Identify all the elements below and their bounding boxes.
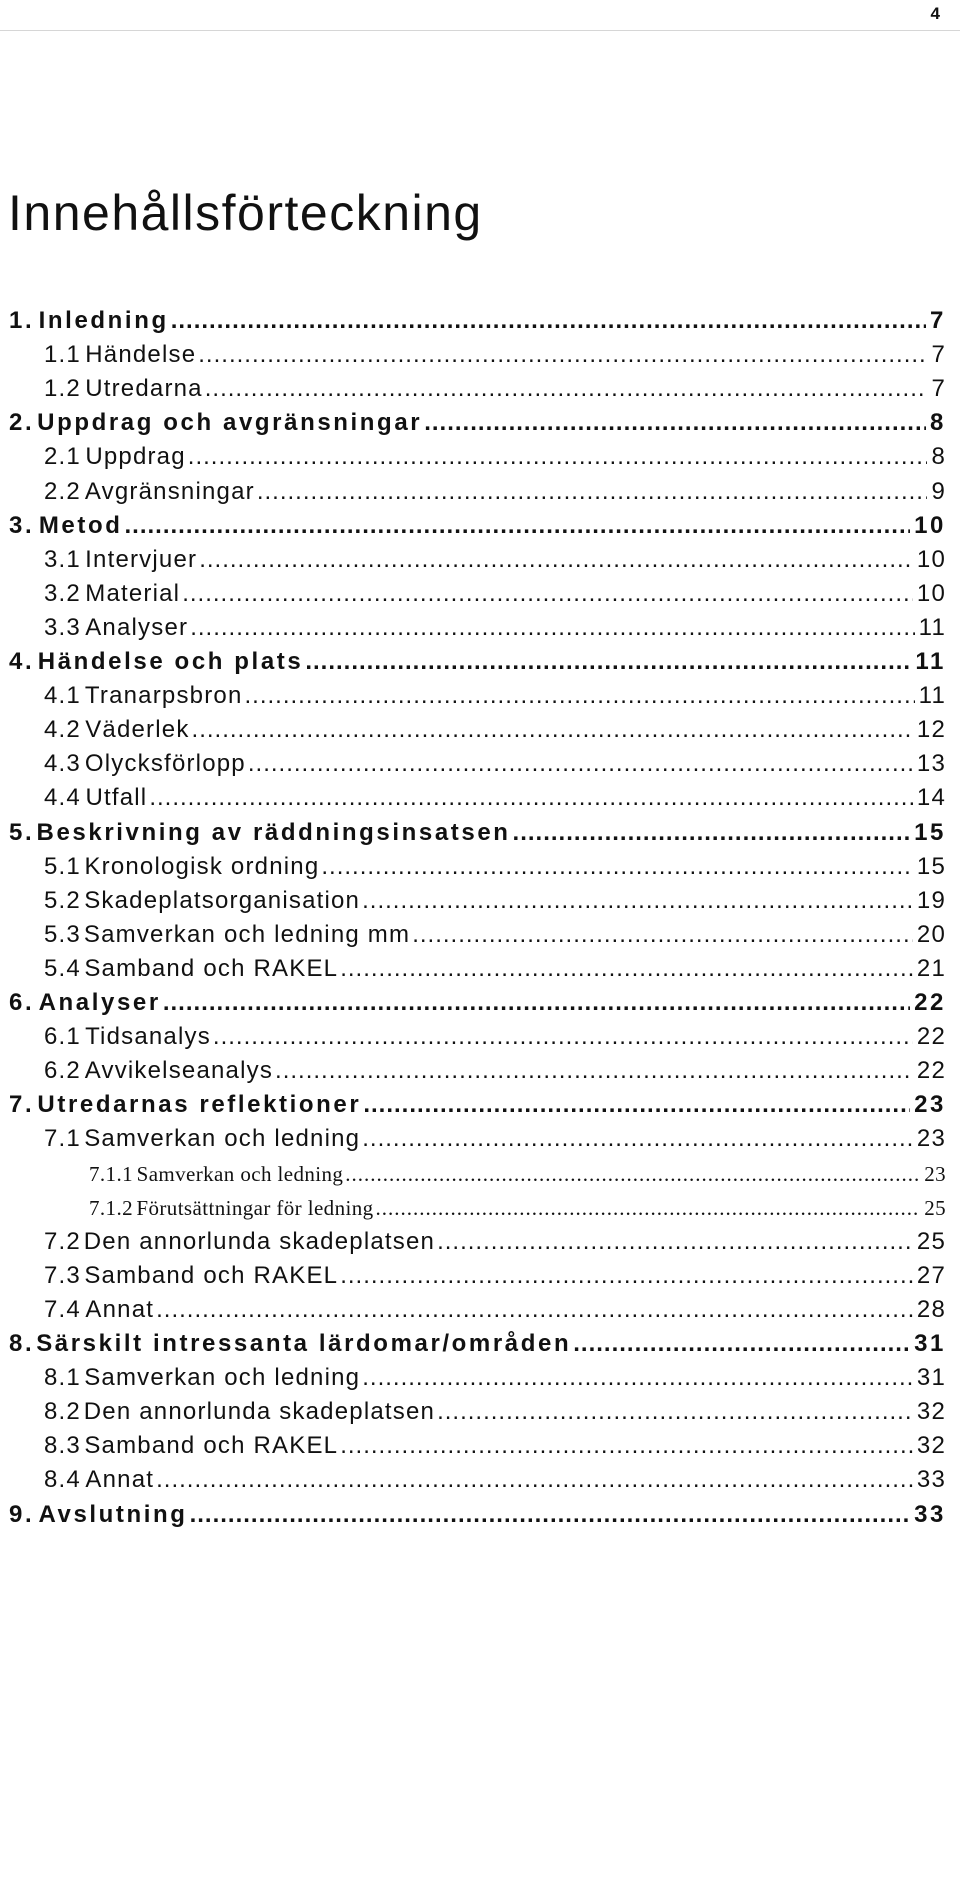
- toc-entry-title: Samverkan och ledning: [84, 1125, 361, 1153]
- toc-entry-number: 6.: [9, 989, 35, 1016]
- toc-entry-page: 14: [916, 784, 946, 812]
- toc-entry-page: 21: [916, 954, 946, 982]
- toc-entry-page: 7: [931, 375, 946, 403]
- toc-entry-page: 31: [916, 1364, 946, 1392]
- toc-entry-number: 1.2: [44, 375, 81, 403]
- toc-entry-number: 7.4: [44, 1295, 81, 1323]
- toc-entry-number: 5.: [9, 818, 35, 846]
- toc-entry-title: Tranarpsbron: [84, 682, 243, 710]
- toc-entry-page: 22: [916, 1023, 946, 1051]
- toc-entry-title: Samverkan och ledning mm: [83, 920, 411, 948]
- toc-entry-number: 8.3: [44, 1432, 81, 1460]
- toc-entry-page: 13: [916, 750, 946, 778]
- toc-entry-title: Annat: [85, 1466, 155, 1494]
- toc-entry-number: 5.3: [44, 920, 81, 948]
- toc-entry-page: 32: [916, 1398, 946, 1426]
- toc-entry-title: Skadeplatsorganisation: [84, 886, 361, 914]
- toc-entry-title: Material: [85, 579, 181, 607]
- toc-entry-number: 7.1.1: [89, 1161, 133, 1186]
- toc-entry-page: 23: [914, 1091, 946, 1119]
- toc-entry-number: 3.1: [44, 545, 81, 573]
- toc-entry-title: Samband och RAKEL: [84, 954, 339, 982]
- toc-entry-title: Den annorlunda skadeplatsen: [83, 1227, 436, 1255]
- toc-entry-number: 4.1: [44, 682, 81, 710]
- toc-entry-number: 7.2: [44, 1227, 81, 1255]
- toc-entry-title: Annat: [85, 1295, 155, 1323]
- toc-entry-title: Inledning: [38, 307, 169, 334]
- toc-entry-page: 19: [916, 886, 946, 914]
- toc-entry-page: 8: [931, 443, 946, 471]
- toc-entry-number: 8.: [9, 1330, 35, 1357]
- toc-entry-number: 4.4: [44, 784, 81, 812]
- toc-entry-title: Väderlek: [85, 716, 190, 744]
- toc-entry-page: 11: [918, 682, 946, 710]
- toc-entry-title: Särskilt intressanta lärdomar/områden: [36, 1330, 572, 1357]
- toc-entry-page: 10: [916, 545, 946, 573]
- toc-entry-page: 20: [916, 920, 946, 948]
- toc-entry-title: Den annorlunda skadeplatsen: [83, 1398, 436, 1426]
- toc-entry-number: 3.2: [44, 579, 81, 607]
- toc-entry-page: 25: [916, 1227, 946, 1255]
- toc-entry-page: 10: [916, 579, 946, 607]
- toc-entry-number: 7.: [9, 1091, 35, 1119]
- toc-entry-number: 7.1: [44, 1125, 81, 1153]
- toc-entry-page: 28: [916, 1295, 946, 1323]
- toc-entry-title: Samverkan och ledning: [136, 1161, 344, 1186]
- toc-heading: Innehållsförteckning: [8, 185, 483, 241]
- toc-entry-page: 22: [916, 1057, 946, 1085]
- toc-entry-page: 33: [916, 1466, 946, 1494]
- toc-entry-title: Kronologisk ordning: [84, 852, 320, 880]
- toc-entry-number: 3.: [9, 511, 35, 539]
- toc-entry-page: 7: [930, 307, 946, 334]
- toc-entry-title: Utredarnas reflektioner: [37, 1091, 362, 1119]
- toc-entry-page: 27: [916, 1261, 946, 1289]
- toc-entry-page: 9: [931, 477, 946, 505]
- toc-entry-number: 5.1: [44, 852, 81, 880]
- toc-entry-title: Utfall: [85, 784, 148, 812]
- toc-entry-title: Händelse och plats: [37, 648, 304, 675]
- toc-entry-number: 2.: [9, 409, 35, 437]
- toc-entry-number: 7.1.2: [89, 1195, 133, 1220]
- toc-entry-page: 25: [924, 1195, 946, 1220]
- toc-entry-title: Samband och RAKEL: [84, 1261, 339, 1289]
- toc-entry-title: Beskrivning av räddningsinsatsen: [36, 818, 511, 846]
- toc-entry-title: Analyser: [38, 989, 161, 1016]
- page-number: 4: [930, 4, 940, 23]
- toc-entry-title: Samband och RAKEL: [84, 1432, 339, 1460]
- toc-entry-title: Uppdrag och avgränsningar: [37, 409, 423, 437]
- toc-entry-page: 11: [915, 648, 946, 675]
- toc-entry-number: 4.3: [44, 750, 81, 778]
- toc-entry-page: 12: [916, 716, 946, 744]
- toc-entry-page: 32: [916, 1432, 946, 1460]
- toc-entry-page: 15: [916, 852, 946, 880]
- dot-leader: [190, 1495, 911, 1535]
- toc-entry-number: 5.4: [44, 954, 81, 982]
- toc-entry-title: Förutsättningar för ledning: [136, 1195, 374, 1220]
- toc-entry-number: 6.2: [44, 1057, 81, 1085]
- toc-entry-page: 10: [914, 511, 946, 539]
- toc-entry-number: 9.: [9, 1500, 35, 1528]
- toc-entry-number: 6.1: [44, 1023, 81, 1051]
- toc-entry-number: 8.4: [44, 1466, 81, 1494]
- toc-entry-title: Analyser: [85, 613, 189, 641]
- toc-entry-title: Avvikelseanalys: [84, 1057, 274, 1085]
- toc-entry-number: 1.1: [44, 341, 81, 369]
- toc-entry-page: 8: [930, 409, 946, 437]
- toc-entry-page: 15: [914, 818, 946, 846]
- toc-entry-title: Intervjuer: [85, 545, 198, 573]
- toc-entry-page: 33: [914, 1500, 946, 1528]
- toc-entry-number: 2.1: [44, 443, 81, 471]
- toc-entry-number: 5.2: [44, 886, 81, 914]
- toc-entry-page: 11: [918, 613, 946, 641]
- toc-entry-title: Olycksförlopp: [84, 750, 246, 778]
- toc-entry-number: 1.: [9, 307, 35, 334]
- toc-entry-number: 7.3: [44, 1261, 81, 1289]
- toc-entry-page: 7: [931, 341, 946, 369]
- toc-entry-number: 4.2: [44, 716, 81, 744]
- toc-entry-title: Avslutning: [38, 1500, 188, 1528]
- toc-entry-title: Metod: [38, 511, 123, 539]
- toc-entry-page: 23: [924, 1161, 946, 1186]
- toc-entry-page: 23: [916, 1125, 946, 1153]
- toc-entry-number: 2.2: [44, 477, 81, 505]
- toc-entry[interactable]: [0, 1495, 960, 1535]
- toc-entry-page: 22: [914, 989, 946, 1016]
- toc-entry-title: Händelse: [85, 341, 197, 369]
- toc-entry-number: 3.3: [44, 613, 81, 641]
- toc-entry-page: 31: [914, 1330, 946, 1357]
- toc-entry-title: Samverkan och ledning: [84, 1364, 361, 1392]
- toc-entry-title: Avgränsningar: [84, 477, 255, 505]
- toc-entry-number: 8.2: [44, 1398, 81, 1426]
- toc-entry-title: Utredarna: [85, 375, 203, 403]
- toc-entry-title: Tidsanalys: [85, 1023, 211, 1051]
- toc-entry-title: Uppdrag: [85, 443, 186, 471]
- toc-entry-number: 4.: [9, 648, 35, 675]
- toc-entry-number: 8.1: [44, 1364, 81, 1392]
